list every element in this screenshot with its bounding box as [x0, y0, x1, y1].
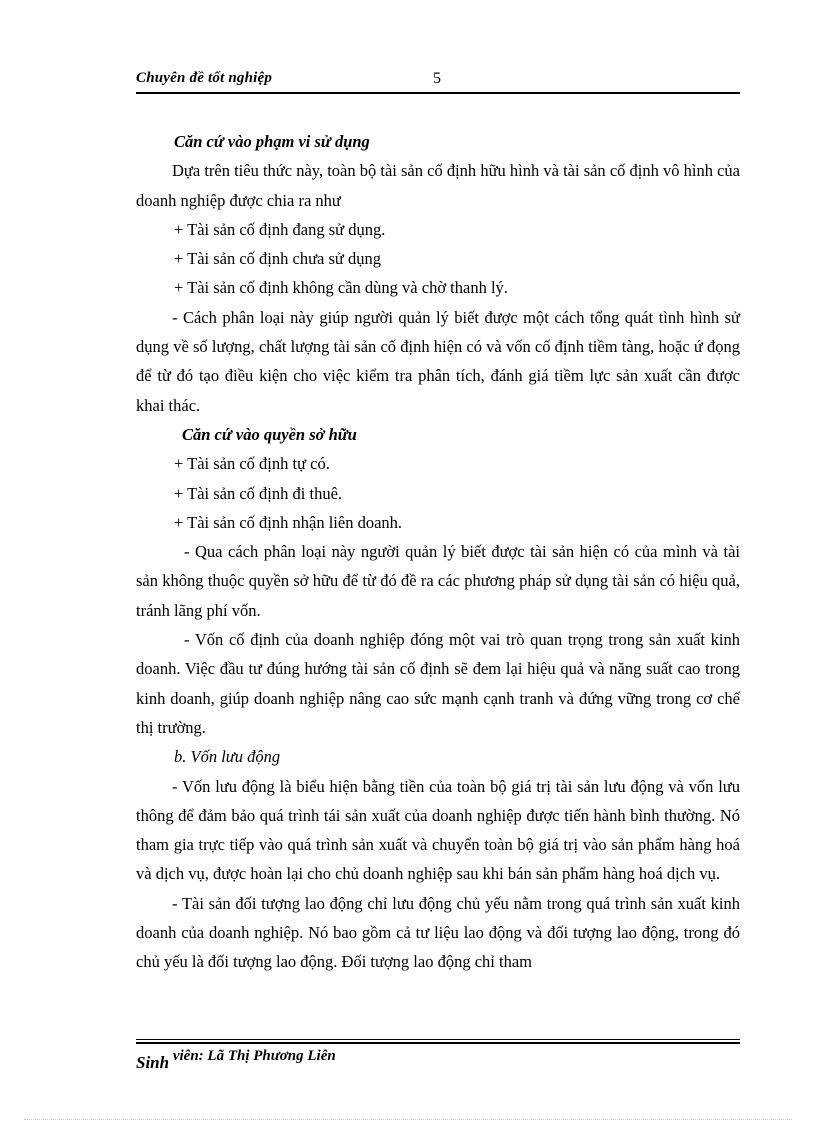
list-item: + Tài sản cố định tự có.: [174, 454, 330, 474]
list-item: + Tài sản cố định không cần dùng và chờ thanh lý.: [174, 278, 508, 298]
footer-divider-thick: [136, 1042, 740, 1044]
list-item: + Tài sản cố định đang sử dụng.: [174, 219, 386, 239]
page-edge-divider: [24, 1119, 792, 1120]
page-number: 5: [433, 70, 441, 87]
page-body: [136, 127, 740, 977]
footer-student-name: viên: Lã Thị Phương Liên: [172, 1048, 336, 1064]
paragraph-5: - Vốn lưu động là biểu hiện bằng tiền của toàn bộ giá trị tài sản lưu động và vốn lưu thông để đảm bảo quá trình tái sản xuất của doanh nghiệp được tiến hành bình thường. Nó tham gia trực tiếp vào quá trình sản xuất và chuyển toàn bộ giá trị vào sản phẩm hàng hoá và dịch vụ, được hoàn lại cho chủ doanh nghiệp sau khi bán sản phẩm hàng hoá dịch vụ.: [136, 776, 740, 884]
paragraph-2: - Cách phân loại này giúp người quản lý biết được một cách tổng quát tình hình sử dụng về số lượng, chất lượng tài sản cố định hiện có và vốn cố định tiềm tàng, hoặc ứ đọng để từ đó tạo điều kiện cho việc kiểm tra phân tích, đánh giá tiềm lực sản xuất cần được khai thác.: [136, 307, 740, 415]
section-heading-scope-of-use: Căn cứ vào phạm vi sử dụng: [174, 132, 370, 151]
paragraph-1: Dựa trên tiêu thức này, toàn bộ tài sản cố định hữu hình và tài sản cố định vô hình của doanh nghiệp được chia ra như: [136, 161, 740, 210]
list-item: + Tài sản cố định đi thuê.: [174, 483, 343, 503]
header-title: Chuyên đề tốt nghiệp: [136, 70, 273, 86]
footer-divider-thin: [136, 1039, 740, 1040]
subsection-heading-working-capital: b. Vốn lưu động: [174, 747, 281, 767]
paragraph-4: - Vốn cố định của doanh nghiệp đóng một vai trò quan trọng trong sản xuất kinh doanh. Việc đầu tư đúng hướng tài sản cố định sẽ đem lại hiệu quả và năng suất cao trong kinh doanh, giúp doanh nghiệp nâng cao sức mạnh cạnh tranh và đứng vững trong cơ chế thị trường.: [136, 630, 740, 737]
paragraph-3: - Qua cách phân loại này người quản lý biết được tài sản hiện có của mình và tài sản không thuộc quyền sở hữu để từ đó đề ra các phương pháp sử dụng tài sản có hiệu quả, tránh lãng phí vốn.: [136, 542, 740, 620]
paragraph-6: - Tài sản đối tượng lao động chỉ lưu động chủ yếu nằm trong quá trình sản xuất kinh doanh của doanh nghiệp. Nó bao gồm cả tư liệu lao động và đối tượng lao động, trong đó chủ yếu là đối tượng lao động. Đối tượng lao động chỉ tham: [136, 893, 740, 972]
footer-prefix: Sinh: [136, 1053, 170, 1072]
page-footer: [136, 1045, 336, 1072]
list-item: + Tài sản cố định chưa sử dụng: [174, 249, 381, 269]
section-heading-ownership: Căn cứ vào quyền sở hữu: [182, 424, 357, 444]
list-item: + Tài sản cố định nhận liên doanh.: [174, 512, 403, 532]
page-header: [136, 66, 740, 94]
